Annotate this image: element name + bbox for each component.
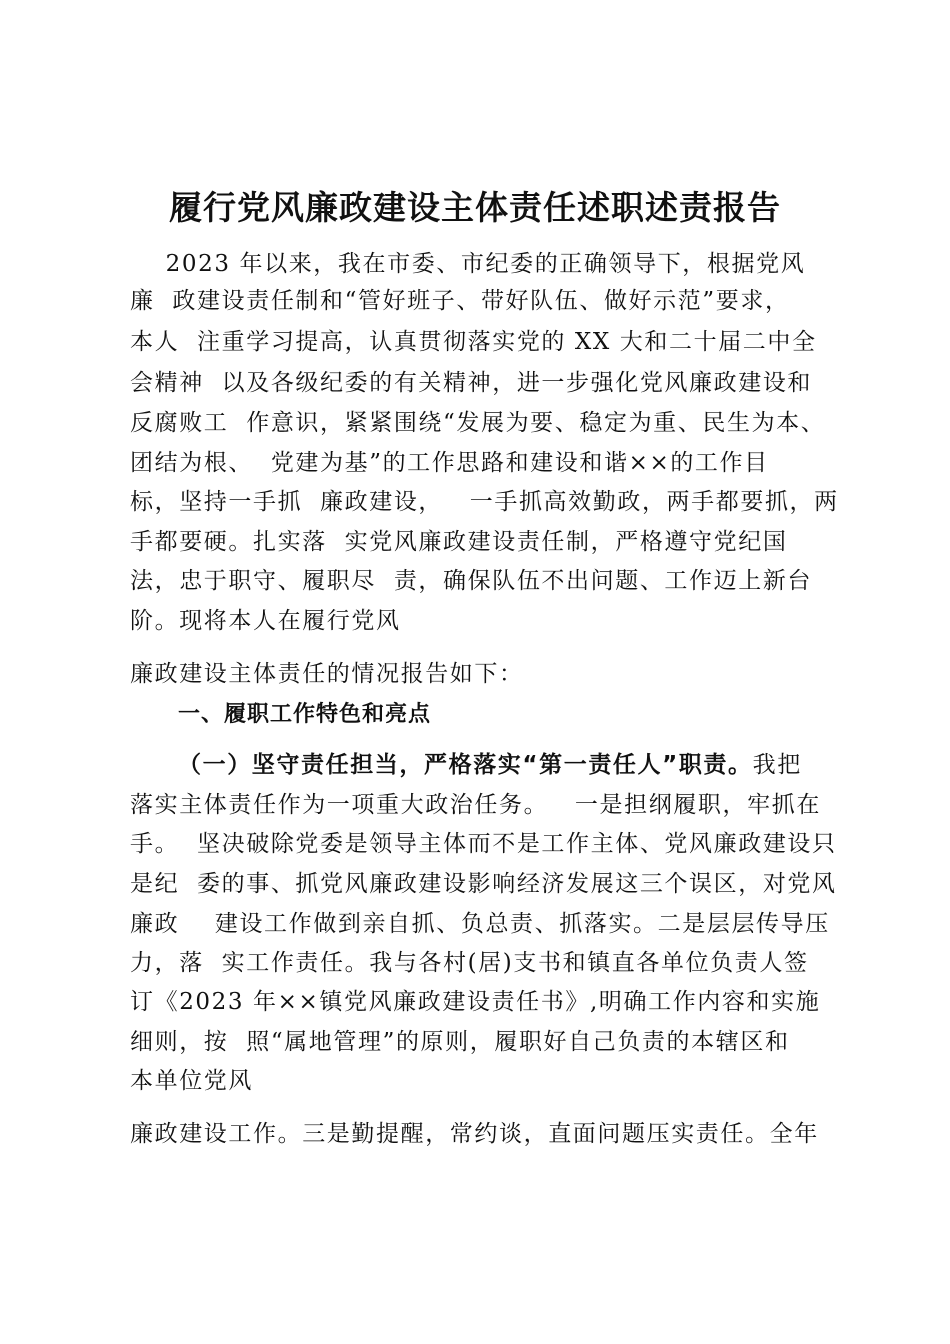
- intro-tail: 廉政建设主体责任的情况报告如下：: [130, 661, 524, 687]
- subsection-1-line-5: 力，落 实工作责任。我与各村(居)支书和镇直各单位负责人签: [130, 950, 809, 976]
- subsection-1-line-1: 落实主体责任作为一项重大政治任务。 一是担纲履职，牢抓在: [130, 792, 821, 818]
- section-heading-1: 一、履职工作特色和亮点: [178, 702, 432, 727]
- subsection-1-first-rest: 我把: [752, 752, 802, 778]
- subsection-1-line-7: 细则，按 照“属地管理”的原则，履职好自己负责的本辖区和: [130, 1029, 790, 1055]
- document-title: 履行党风廉政建设主体责任述职述责报告: [169, 188, 781, 227]
- subsection-1-line-3: 是纪 委的事、抓党风廉政建设影响经济发展这三个误区，对党风: [130, 871, 837, 897]
- intro-line-3: 本人 注重学习提高，认真贯彻落实党的 XX 大和二十届二中全: [130, 329, 817, 355]
- subsection-1-line-4: 廉政 建设工作做到亲自抓、负总责、抓落实。二是层层传导压: [130, 911, 830, 937]
- intro-line-4: 会精神 以及各级纪委的有关精神，进一步强化党风廉政建设和: [130, 370, 813, 396]
- subsection-1-line-8: 本单位党风: [130, 1068, 253, 1094]
- continuation-line: 廉政建设工作。三是勤提醒，常约谈，直面问题压实责任。全年: [130, 1121, 819, 1147]
- intro-line-9: 法，忠于职守、履职尽 责，确保队伍不出问题、工作迈上新台: [130, 568, 813, 594]
- intro-line-8: 手都要硬。扎实落 实党风廉政建设责任制，严格遵守党纪国: [130, 529, 788, 555]
- intro-line-1: 2023 年以来，我在市委、市纪委的正确领导下，根据党风: [130, 251, 806, 277]
- subsection-1-heading: （一）坚守责任担当，严格落实“第一责任人”职责。: [178, 752, 753, 778]
- intro-line-6: 团结为根、 党建为基”的工作思路和建设和谐××的工作目: [130, 450, 769, 476]
- subsection-1-first-line: [178, 750, 802, 780]
- intro-line-7: 标，坚持一手抓 廉政建设， 一手抓高效勤政，两手都要抓，两: [130, 489, 839, 515]
- subsection-1-line-6: 订《2023 年××镇党风廉政建设责任书》,明确工作内容和实施: [130, 989, 821, 1015]
- subsection-1-line-2: 手。 坚决破除党委是领导主体而不是工作主体、党风廉政建设只: [130, 831, 837, 857]
- intro-line-5: 反腐败工 作意识，紧紧围绕“发展为要、稳定为重、民生为本、: [130, 410, 826, 436]
- intro-line-10: 阶。现将本人在履行党风: [130, 608, 401, 634]
- intro-line-2: 廉 政建设责任制和“管好班子、带好队伍、做好示范”要求，: [130, 288, 790, 314]
